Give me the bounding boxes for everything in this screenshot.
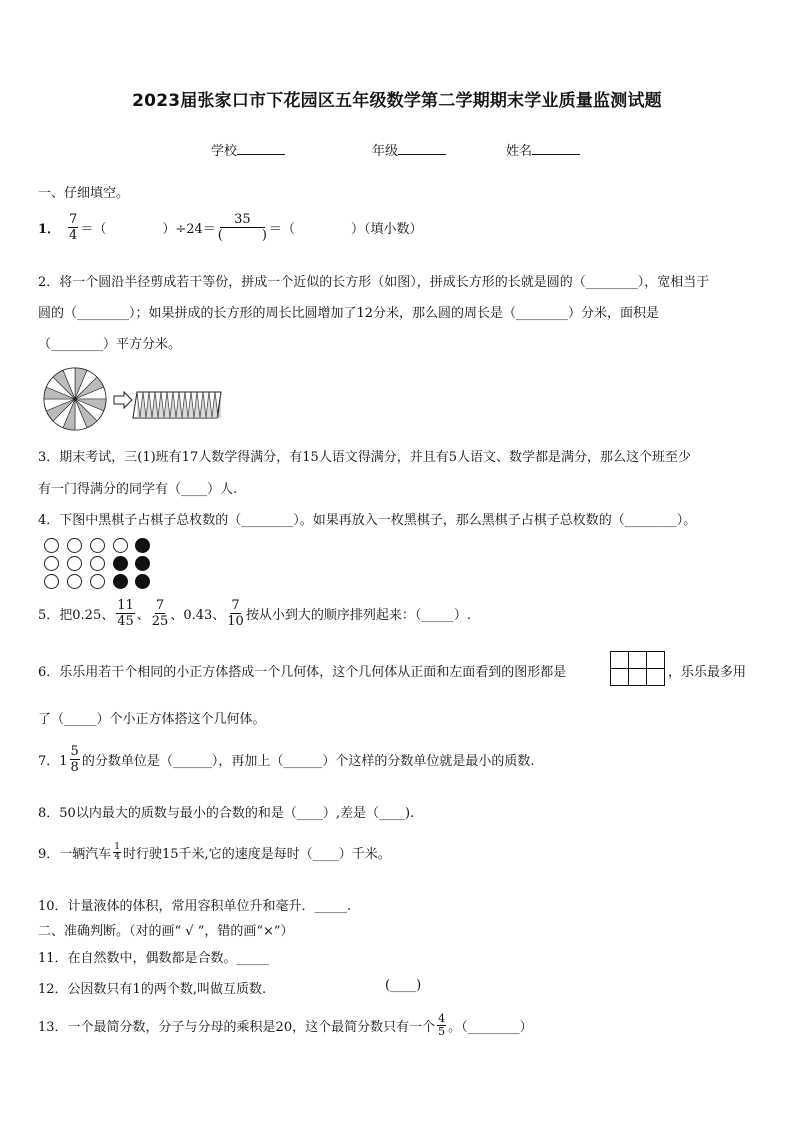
- q2-line-1: 2．将一个圆沿半径剪成若干等份，拼成一个近似的长方形（如图），拼成长方形的长就是圆的（________），宽相当于: [38, 275, 710, 290]
- q2-line-3: （________）平方分米。: [38, 337, 182, 352]
- q12-text: 12．公因数只有1的两个数,叫做互质数.: [38, 982, 267, 997]
- q7-lead: 7．1: [38, 754, 68, 769]
- grid-cell: [628, 668, 647, 686]
- q6-line-1b: ，乐乐最多用: [668, 665, 747, 680]
- q5-lead: 5．把0.25、: [38, 608, 115, 623]
- white-stone: [90, 574, 105, 589]
- q5-sep1: 、: [136, 608, 150, 623]
- grade-blank[interactable]: [398, 141, 446, 155]
- white-stone: [67, 574, 82, 589]
- white-stone: [44, 574, 59, 589]
- question-9: [38, 843, 391, 862]
- grade-label: 年级: [372, 144, 399, 159]
- q1-frac1-num: 7: [69, 212, 78, 227]
- question-13: [38, 1013, 533, 1038]
- question-7: [38, 744, 534, 775]
- circle-to-rectangle-figure: [42, 366, 232, 432]
- approx-rectangle: [133, 392, 221, 418]
- q6-line-1a: 6．乐乐用若干个相同的小正方体搭成一个几何体，这个几何体从正面和左面看到的图形都是: [38, 665, 567, 680]
- q9-lead: 9．一辆汽车: [38, 847, 112, 862]
- section2-heading: 二、准确判断。（对的画“ √ ”，错的画“×”）: [38, 924, 294, 939]
- q9-fraction: [113, 843, 121, 862]
- white-stone: [90, 538, 105, 553]
- q9-f-den: 4: [114, 852, 121, 862]
- q11-text: 11．在自然数中，偶数都是合数。_____: [38, 951, 270, 966]
- school-field[interactable]: [211, 140, 285, 159]
- grid-cell: [646, 651, 665, 669]
- white-stone: [113, 538, 128, 553]
- white-stone: [44, 556, 59, 571]
- grade-field[interactable]: [372, 140, 446, 159]
- q5-f2-num: 7: [155, 598, 165, 613]
- white-stone: [44, 538, 59, 553]
- q13-f-num: 4: [438, 1012, 446, 1025]
- q8-text: 8．50以内最大的质数与最小的合数的和是（____）,差是（____).: [38, 806, 415, 821]
- black-stone: [113, 556, 128, 571]
- q5-f2-den: 25: [151, 614, 169, 629]
- q2-line-2: 圆的（________）；如果拼成的长方形的周长比圆增加了12分米，那么圆的周长是（________）分米，面积是: [38, 306, 660, 321]
- white-stone: [67, 556, 82, 571]
- black-stone: [135, 574, 150, 589]
- q5-f3-num: 7: [231, 598, 240, 613]
- page-title: 2023届张家口市下花园区五年级数学第二学期期末学业质量监测试题: [132, 91, 662, 111]
- grid-cell: [610, 668, 629, 686]
- q5-f1-num: 11: [117, 598, 134, 613]
- grid-cell: [646, 668, 665, 686]
- q1-eq2: ＝（: [268, 222, 295, 237]
- q5-f1-den: 45: [117, 614, 134, 629]
- white-stone: [67, 538, 82, 553]
- q13-f-den: 5: [438, 1025, 446, 1038]
- q4-line-1: 4．下图中黑棋子占棋子总枚数的（________）。如果再放入一枚黑棋子，那么黑棋子占棋子总枚数的（________）。: [38, 513, 697, 528]
- q1-eq1: ＝（: [80, 222, 107, 237]
- q5-tail: 按从小到大的顺序排列起来：（_____）.: [245, 608, 471, 623]
- q1-frac2-num: 35: [220, 212, 265, 228]
- cube-view-figure: [610, 651, 664, 685]
- q13-tail: 。（________）: [448, 1020, 533, 1035]
- q7-tail: 的分数单位是（______），再加上（______）个这样的分数单位就是最小的质数.: [81, 754, 535, 769]
- q12-answer-blank[interactable]: (____): [385, 978, 422, 993]
- black-stone: [135, 556, 150, 571]
- question-5: [38, 598, 471, 629]
- section1-heading: 一、仔细填空。: [38, 186, 130, 201]
- q9-tail: 时行驶15千米,它的速度是每时（____）千米。: [123, 847, 391, 862]
- q13-lead: 13．一个最简分数，分子与分母的乘积是20，这个最简分数只有一个: [38, 1020, 436, 1035]
- q5-sep2: 、0.43、: [170, 608, 226, 623]
- grid-cell: [610, 651, 629, 669]
- q3-line-1: 3．期末考试，三(1)班有17人数学得满分，有15人语文得满分，并且有5人语文、数学都是满分，那么这个班至少: [38, 450, 692, 465]
- q7-f-den: 8: [70, 760, 79, 775]
- black-stone: [135, 538, 150, 553]
- go-stones-figure: [44, 538, 154, 590]
- q1-close1: ）÷24＝: [162, 222, 216, 237]
- q1-frac1-den: 4: [69, 228, 78, 243]
- school-blank[interactable]: [237, 141, 285, 155]
- q1-close2: ）（填小数）: [350, 222, 423, 237]
- q1-fraction-2: [218, 212, 267, 243]
- q5-fraction-1: [116, 598, 135, 629]
- name-label: 姓名: [506, 144, 533, 159]
- q7-fraction: [70, 744, 80, 775]
- black-stone: [113, 574, 128, 589]
- q5-fraction-3: [227, 598, 244, 629]
- q6-line-2: 了（_____）个小正方体搭这个几何体。: [38, 712, 266, 727]
- q1-fraction-1: [68, 212, 78, 243]
- q9-f-num: 1: [114, 842, 121, 852]
- q5-fraction-2: [152, 598, 169, 629]
- q13-fraction: [437, 1013, 446, 1038]
- right-arrow-icon: [114, 392, 132, 408]
- name-field[interactable]: [506, 140, 580, 159]
- q5-f3-den: 10: [227, 614, 244, 629]
- name-blank[interactable]: [532, 141, 580, 155]
- q1-frac2-den[interactable]: ( ): [217, 228, 267, 243]
- school-label: 学校: [211, 144, 238, 159]
- question-1: [38, 212, 422, 243]
- q10-text: 10．计量液体的体积，常用容积单位升和毫升．_____.: [38, 899, 352, 914]
- q7-f-num: 5: [70, 744, 79, 759]
- white-stone: [90, 556, 105, 571]
- q3-line-2: 有一门得满分的同学有（____）人.: [38, 482, 238, 497]
- grid-cell: [628, 651, 647, 669]
- segmented-circle: [44, 368, 106, 430]
- q1-number: 1．: [38, 222, 61, 237]
